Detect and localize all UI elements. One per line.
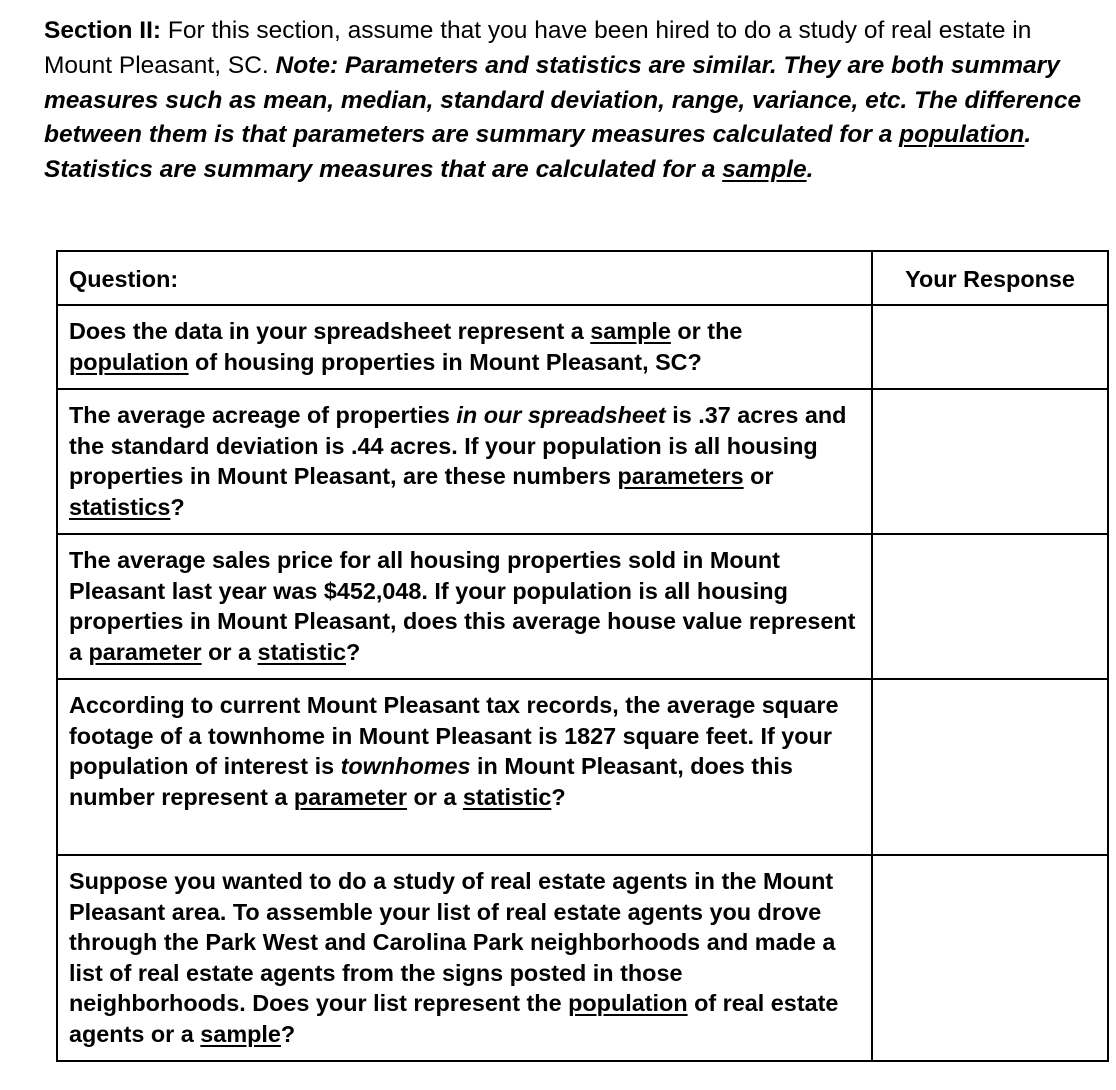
table-row <box>57 534 1108 679</box>
table-row <box>57 679 1108 855</box>
emphasis-text: in our spreadsheet <box>456 402 666 428</box>
question-text: or a <box>407 783 463 810</box>
question-1 <box>57 305 872 389</box>
question-text: or a <box>201 638 258 665</box>
underlined-term: parameter <box>88 638 202 665</box>
underlined-term: sample <box>590 318 671 344</box>
underlined-term: population <box>69 348 189 375</box>
underlined-term: population <box>568 990 688 1016</box>
question-5 <box>57 855 872 1061</box>
question-text: ? <box>280 1020 296 1047</box>
sample-term: sample <box>722 156 807 184</box>
question-text: According to current Mount Pleasant tax records, the average square footage of a townhome in Mount Pleasant is 1827 square feet. If your population of interest is <box>69 692 839 779</box>
note-text-2: . Statistics are summary measures that are calculated for a <box>44 121 1032 184</box>
question-4 <box>57 679 872 855</box>
table-row <box>57 305 1108 389</box>
question-text: ? <box>170 493 185 520</box>
question-text: or the <box>670 318 743 344</box>
underlined-term: statistics <box>69 493 171 520</box>
section-intro <box>44 14 1084 188</box>
section-label: Section II: <box>44 17 162 44</box>
question-3 <box>57 534 872 679</box>
response-cell-3[interactable] <box>872 534 1108 679</box>
question-text: of housing properties in Mount Pleasant, SC? <box>188 348 702 375</box>
question-text: ? <box>345 638 361 665</box>
question-text: Suppose you wanted to do a study of real estate agents in the Mount Pleasant area. To assemble your list of real estate agents you drove through the Park West and Carolina Park neighborhoods and made a list of real estate agents from the signs posted in those neighborhoods. Does your list represent the <box>69 868 836 1016</box>
intro-text: For this section, assume that you have been hired to do a study of real estate in Mount Pleasant, SC. <box>44 17 1032 79</box>
response-cell-2[interactable] <box>872 389 1108 534</box>
underlined-term: statistic <box>257 638 346 665</box>
header-question: Question: <box>57 251 872 305</box>
note-text: Note: Parameters and statistics are similar. They are both summary measures such as mean, median, standard deviation, range, variance, etc. The difference between them is that parameters are summary measures calculated for a <box>44 51 1082 149</box>
underlined-term: parameters <box>617 463 744 489</box>
underlined-term: sample <box>200 1020 281 1047</box>
population-term: population <box>899 121 1025 149</box>
response-cell-1[interactable] <box>872 305 1108 389</box>
underlined-term: statistic <box>462 783 552 810</box>
question-table <box>56 250 1109 1062</box>
emphasis-text: townhomes <box>340 753 471 779</box>
question-text: in Mount Pleasant, does this number represent a <box>69 753 793 810</box>
note-end: . <box>806 156 814 184</box>
question-text: ? <box>551 783 566 810</box>
question-text: The average sales price for all housing properties sold in Mount Pleasant last year was $452,048. If your population is all housing properties in Mount Pleasant, does this average house value represent a <box>69 547 856 665</box>
table-row <box>57 855 1108 1061</box>
question-text: or <box>743 463 774 489</box>
question-text: Does the data in your spreadsheet represent a <box>69 318 591 344</box>
response-cell-4[interactable] <box>872 679 1108 855</box>
table-header-row <box>57 251 1108 305</box>
response-cell-5[interactable] <box>872 855 1108 1061</box>
question-2 <box>57 389 872 534</box>
question-text: of real estate agents or a <box>69 990 839 1047</box>
table-row <box>57 389 1108 534</box>
underlined-term: parameter <box>293 783 408 810</box>
question-text: is .37 acres and the standard deviation is .44 acres. If your population is all housing properties in Mount Pleasant, are these numbers <box>69 402 847 489</box>
question-text: The average acreage of properties <box>69 402 457 428</box>
header-response: Your Response <box>872 251 1108 305</box>
